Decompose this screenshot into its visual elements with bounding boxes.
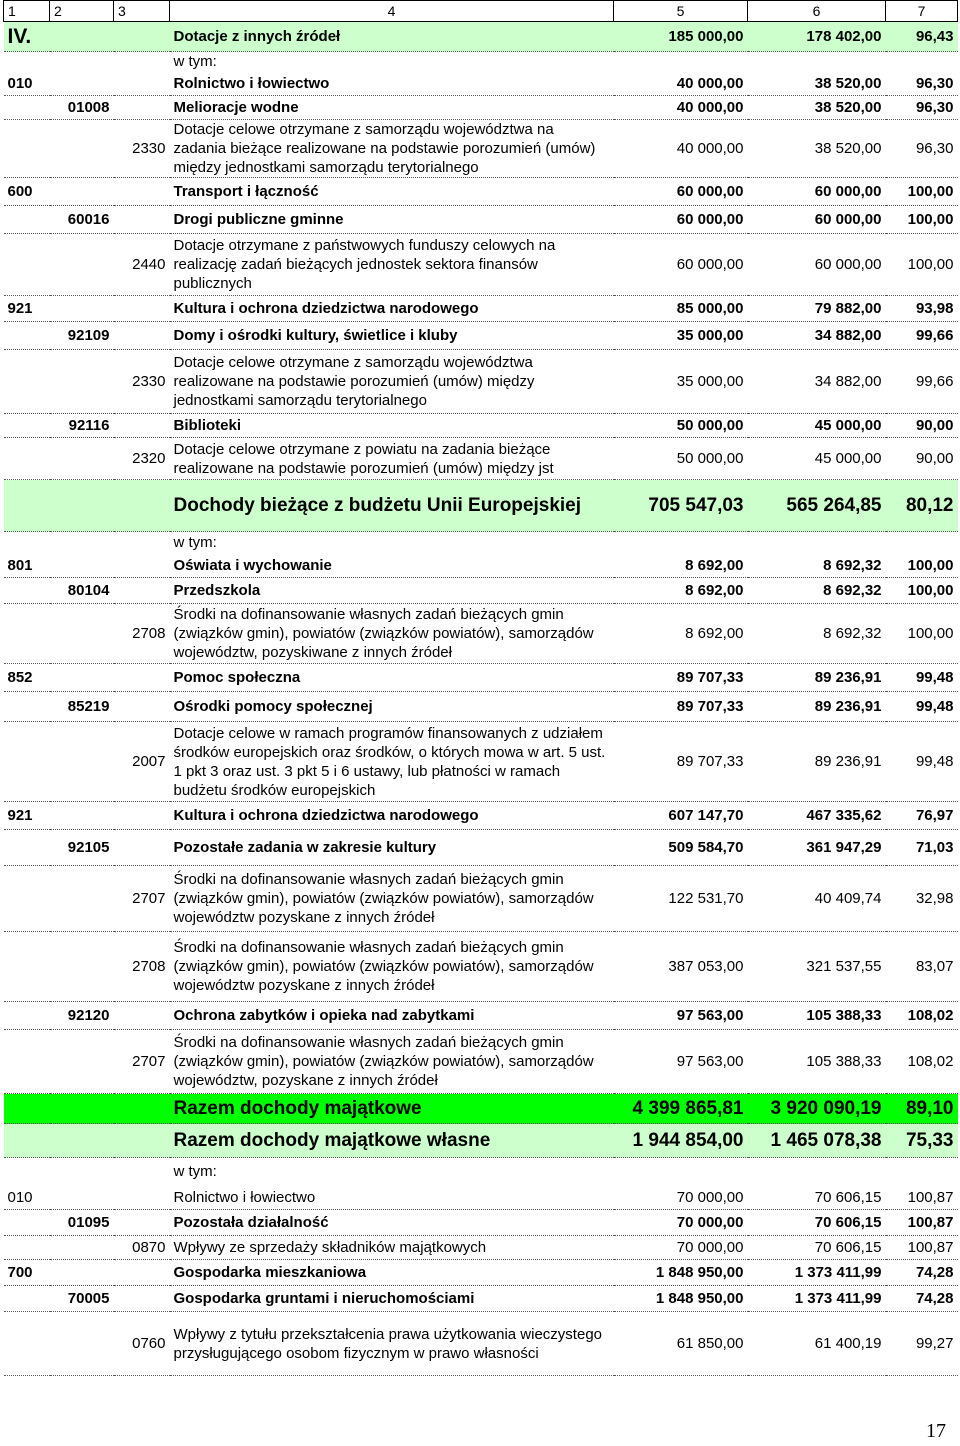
rozdzial-cell: 85219 [50,692,114,722]
percent-cell: 75,33 [886,1124,958,1158]
paragraf-cell [114,206,170,234]
dzial-cell [4,604,50,664]
executed-value-cell: 565 264,85 [748,480,886,532]
dzial-cell [4,52,50,72]
executed-value-cell: 60 000,00 [748,234,886,296]
percent-cell: 74,28 [886,1286,958,1312]
executed-value-cell: 89 236,91 [748,692,886,722]
rozdzial-cell [50,296,114,322]
plan-value-cell: 1 848 950,00 [614,1286,748,1312]
dzial-cell [4,866,50,932]
header-cell-3: 3 [114,1,170,22]
percent-cell: 100,87 [886,1186,958,1210]
executed-value-cell: 38 520,00 [748,96,886,120]
paragraf-cell [114,1210,170,1236]
executed-value-cell: 361 947,29 [748,830,886,866]
header-cell-1: 1 [4,1,50,22]
executed-value-cell: 79 882,00 [748,296,886,322]
table-row [4,322,958,350]
rozdzial-cell [50,178,114,206]
description-cell: Rolnictwo i łowiectwo [170,72,614,96]
plan-value-cell: 97 563,00 [614,1002,748,1030]
table-row [4,178,958,206]
description-cell: Oświata i wychowanie [170,554,614,578]
rozdzial-cell [50,52,114,72]
table-row [4,22,958,52]
header-row [4,1,958,22]
paragraf-cell: 2330 [114,120,170,178]
rozdzial-cell [50,1236,114,1260]
dzial-cell [4,1286,50,1312]
paragraf-cell [114,664,170,692]
percent-cell: 100,00 [886,178,958,206]
rozdzial-cell [50,1094,114,1124]
plan-value-cell: 40 000,00 [614,120,748,178]
dzial-cell: IV. [4,22,50,52]
executed-value-cell: 70 606,15 [748,1236,886,1260]
percent-cell: 76,97 [886,802,958,830]
header-cell-5: 5 [614,1,748,22]
table-row [4,72,958,96]
table-row [4,96,958,120]
table-row [4,692,958,722]
table-row [4,830,958,866]
executed-value-cell: 8 692,32 [748,604,886,664]
description-cell: Środki na dofinansowanie własnych zadań bieżących gmin (związków gmin), powiatów (związków powiatów), samorządów województw, pozyskane z innych źródeł [170,1030,614,1094]
description-cell: w tym: [173,1163,217,1181]
dzial-cell [4,350,50,414]
percent-cell: 99,48 [886,664,958,692]
percent-cell: 99,48 [886,692,958,722]
executed-value-cell: 60 000,00 [748,178,886,206]
rozdzial-cell: 92116 [50,414,114,438]
paragraf-cell [114,1260,170,1286]
rozdzial-cell [50,802,114,830]
executed-value-cell: 105 388,33 [748,1030,886,1094]
description-cell: Środki na dofinansowanie własnych zadań bieżących gmin (związków gmin), powiatów (związków powiatów), samorządów województw pozyskane z innych źródeł [170,932,614,1002]
percent-cell: 108,02 [886,1030,958,1094]
percent-cell: 89,10 [886,1094,958,1124]
rozdzial-cell [50,72,114,96]
page-number: 17 [926,1420,946,1442]
executed-value-cell [748,52,886,72]
table-row [4,1312,958,1376]
dzial-cell [4,932,50,1002]
percent-cell: 93,98 [886,296,958,322]
plan-value-cell: 705 547,03 [614,480,748,532]
table-row [4,604,958,664]
table-row [4,866,958,932]
paragraf-cell: 2708 [114,604,170,664]
header-cell-4: 4 [170,1,614,22]
executed-value-cell: 89 236,91 [748,722,886,802]
rozdzial-cell [50,722,114,802]
plan-value-cell: 60 000,00 [614,178,748,206]
description-cell: Pozostała działalność [170,1210,614,1236]
percent-cell: 83,07 [886,932,958,1002]
dzial-cell [4,1030,50,1094]
plan-value-cell: 1 848 950,00 [614,1260,748,1286]
rozdzial-cell [50,1158,114,1186]
description-cell: Razem dochody majątkowe własne [170,1124,614,1158]
paragraf-cell [114,532,170,554]
paragraf-cell: 2707 [114,866,170,932]
table-row [4,1210,958,1236]
rozdzial-cell [50,1186,114,1210]
percent-cell: 96,43 [886,22,958,52]
executed-value-cell: 8 692,32 [748,578,886,604]
executed-value-cell: 45 000,00 [748,414,886,438]
executed-value-cell: 38 520,00 [748,72,886,96]
table-row [4,1186,958,1210]
plan-value-cell: 89 707,33 [614,722,748,802]
description-cell: Dotacje z innych źródeł [170,22,614,52]
table-row [4,480,958,532]
dzial-cell [4,830,50,866]
executed-value-cell: 34 882,00 [748,350,886,414]
table-row [4,1124,958,1158]
rozdzial-cell [50,866,114,932]
paragraf-cell [114,322,170,350]
rozdzial-cell [50,120,114,178]
plan-value-cell: 60 000,00 [614,234,748,296]
dzial-cell [4,206,50,234]
paragraf-cell [114,22,170,52]
executed-value-cell: 1 373 411,99 [748,1260,886,1286]
rozdzial-cell [50,532,114,554]
description-cell: Dotacje celowe otrzymane z powiatu na zadania bieżące realizowane na podstawie porozumień (umów) między jst [170,438,614,480]
plan-value-cell: 89 707,33 [614,692,748,722]
paragraf-cell [114,96,170,120]
dzial-cell: 801 [4,554,50,578]
paragraf-cell: 2707 [114,1030,170,1094]
table-row [4,664,958,692]
plan-value-cell: 70 000,00 [614,1186,748,1210]
rozdzial-cell [50,1030,114,1094]
dzial-cell [4,120,50,178]
executed-value-cell: 467 335,62 [748,802,886,830]
plan-value-cell: 70 000,00 [614,1236,748,1260]
dzial-cell: 921 [4,802,50,830]
dzial-cell [4,438,50,480]
executed-value-cell: 1 465 078,38 [748,1124,886,1158]
description-cell: Melioracje wodne [170,96,614,120]
executed-value-cell: 1 373 411,99 [748,1286,886,1312]
percent-cell: 100,00 [886,554,958,578]
rozdzial-cell [50,234,114,296]
table-row [4,206,958,234]
paragraf-cell [114,480,170,532]
percent-cell: 100,00 [886,234,958,296]
dzial-cell [4,96,50,120]
description-cell: Środki na dofinansowanie własnych zadań bieżących gmin (związków gmin), powiatów (związków powiatów), samorządów województw pozyskane z innych źródeł [170,866,614,932]
description-cell: Dotacje celowe otrzymane z samorządu województwa realizowane na podstawie porozumień (umów) między jednostkami samorządu terytorialnego [170,350,614,414]
table-row [4,554,958,578]
table-row [4,722,958,802]
paragraf-cell [114,1286,170,1312]
dzial-cell [4,1236,50,1260]
percent-cell: 96,30 [886,72,958,96]
description-cell: Biblioteki [170,414,614,438]
paragraf-cell [114,554,170,578]
rozdzial-cell: 60016 [50,206,114,234]
rozdzial-cell [50,664,114,692]
description-cell: Kultura i ochrona dziedzictwa narodowego [170,802,614,830]
paragraf-cell [114,1002,170,1030]
description-cell: Środki na dofinansowanie własnych zadań bieżących gmin (związków gmin), powiatów (związków powiatów), samorządów województw, pozyskiwane z innych źródeł [170,604,614,664]
dzial-cell: 010 [4,1186,50,1210]
dzial-cell [4,1124,50,1158]
rozdzial-cell: 92105 [50,830,114,866]
table-row [4,52,958,72]
paragraf-cell: 2440 [114,234,170,296]
executed-value-cell: 321 537,55 [748,932,886,1002]
dzial-cell [4,1158,50,1186]
rozdzial-cell [50,1124,114,1158]
table-row [4,414,958,438]
dzial-cell [4,532,50,554]
paragraf-cell [114,1124,170,1158]
paragraf-cell: 0760 [114,1312,170,1376]
percent-cell: 100,00 [886,578,958,604]
executed-value-cell: 8 692,32 [748,554,886,578]
table-row [4,1030,958,1094]
percent-cell: 90,00 [886,438,958,480]
executed-value-cell: 3 920 090,19 [748,1094,886,1124]
paragraf-cell: 2320 [114,438,170,480]
rozdzial-cell: 01008 [50,96,114,120]
executed-value-cell: 178 402,00 [748,22,886,52]
description-cell: Razem dochody majątkowe [170,1094,614,1124]
table-row [4,1094,958,1124]
plan-value-cell [614,532,748,554]
executed-value-cell: 38 520,00 [748,120,886,178]
paragraf-cell: 2330 [114,350,170,414]
rozdzial-cell [50,22,114,52]
percent-cell [886,532,958,554]
percent-cell: 100,00 [886,604,958,664]
plan-value-cell: 509 584,70 [614,830,748,866]
plan-value-cell: 35 000,00 [614,322,748,350]
dzial-cell [4,578,50,604]
rozdzial-cell: 70005 [50,1286,114,1312]
table-row [4,932,958,1002]
executed-value-cell: 34 882,00 [748,322,886,350]
table-row [4,438,958,480]
description-cell: Gospodarka mieszkaniowa [170,1260,614,1286]
plan-value-cell: 50 000,00 [614,438,748,480]
rozdzial-cell: 01095 [50,1210,114,1236]
table-row [4,120,958,178]
table-row [4,802,958,830]
plan-value-cell: 40 000,00 [614,72,748,96]
table-row [4,296,958,322]
table-row [4,1002,958,1030]
dzial-cell [4,414,50,438]
plan-value-cell: 1 944 854,00 [614,1124,748,1158]
header-cell-6: 6 [748,1,886,22]
executed-value-cell: 45 000,00 [748,438,886,480]
executed-value-cell: 105 388,33 [748,1002,886,1030]
rozdzial-cell [50,1260,114,1286]
description-cell: Dotacje celowe w ramach programów finansowanych z udziałem środków europejskich oraz środków, o których mowa w art. 5 ust. 1 pkt 3 oraz ust. 3 pkt 5 i 6 ustawy, lub płatności w ramach budżetu środków europejskich [170,722,614,802]
executed-value-cell: 89 236,91 [748,664,886,692]
paragraf-cell: 0870 [114,1236,170,1260]
table-row [4,234,958,296]
description-cell: Dotacje otrzymane z państwowych funduszy celowych na realizację zadań bieżących jednostek sektora finansów publicznych [170,234,614,296]
description-cell: Przedszkola [170,578,614,604]
percent-cell [886,1158,958,1186]
rozdzial-cell: 92109 [50,322,114,350]
dzial-cell: 600 [4,178,50,206]
plan-value-cell [614,52,748,72]
percent-cell: 99,48 [886,722,958,802]
dzial-cell: 852 [4,664,50,692]
executed-value-cell: 61 400,19 [748,1312,886,1376]
paragraf-cell [114,178,170,206]
percent-cell: 99,66 [886,322,958,350]
rozdzial-cell: 92120 [50,1002,114,1030]
executed-value-cell: 70 606,15 [748,1186,886,1210]
dzial-cell [4,1094,50,1124]
rozdzial-cell [50,554,114,578]
paragraf-cell [114,1094,170,1124]
rozdzial-cell: 80104 [50,578,114,604]
budget-table [3,0,958,1376]
percent-cell: 96,30 [886,120,958,178]
percent-cell: 99,66 [886,350,958,414]
executed-value-cell: 70 606,15 [748,1210,886,1236]
dzial-cell [4,1312,50,1376]
description-cell: Rolnictwo i łowiectwo [170,1186,614,1210]
dzial-cell [4,692,50,722]
percent-cell: 99,27 [886,1312,958,1376]
percent-cell: 108,02 [886,1002,958,1030]
table-row [4,1260,958,1286]
rozdzial-cell [50,1312,114,1376]
description-cell: Drogi publiczne gminne [170,206,614,234]
plan-value-cell: 70 000,00 [614,1210,748,1236]
plan-value-cell: 185 000,00 [614,22,748,52]
executed-value-cell [748,1158,886,1186]
description-cell: Pomoc społeczna [170,664,614,692]
plan-value-cell: 60 000,00 [614,206,748,234]
dzial-cell [4,322,50,350]
dzial-cell [4,234,50,296]
plan-value-cell: 607 147,70 [614,802,748,830]
paragraf-cell [114,830,170,866]
rozdzial-cell [50,932,114,1002]
percent-cell: 80,12 [886,480,958,532]
table-row [4,350,958,414]
paragraf-cell [114,578,170,604]
table-row [4,1236,958,1260]
executed-value-cell: 60 000,00 [748,206,886,234]
plan-value-cell: 8 692,00 [614,604,748,664]
paragraf-cell [114,1158,170,1186]
dzial-cell: 010 [4,72,50,96]
description-cell: Transport i łączność [170,178,614,206]
plan-value-cell: 35 000,00 [614,350,748,414]
percent-cell: 100,87 [886,1210,958,1236]
description-cell: Domy i ośrodki kultury, świetlice i kluby [170,322,614,350]
table-row [4,532,958,554]
plan-value-cell [614,1158,748,1186]
executed-value-cell [748,532,886,554]
paragraf-cell [114,1186,170,1210]
rozdzial-cell [50,480,114,532]
table-row [4,578,958,604]
paragraf-cell [114,692,170,722]
plan-value-cell: 85 000,00 [614,296,748,322]
percent-cell: 71,03 [886,830,958,866]
header-cell-2: 2 [50,1,114,22]
plan-value-cell: 4 399 865,81 [614,1094,748,1124]
paragraf-cell: 2708 [114,932,170,1002]
plan-value-cell: 8 692,00 [614,578,748,604]
plan-value-cell: 40 000,00 [614,96,748,120]
dzial-cell: 921 [4,296,50,322]
percent-cell: 90,00 [886,414,958,438]
plan-value-cell: 387 053,00 [614,932,748,1002]
percent-cell: 100,87 [886,1236,958,1260]
plan-value-cell: 97 563,00 [614,1030,748,1094]
paragraf-cell: 2007 [114,722,170,802]
dzial-cell: 700 [4,1260,50,1286]
percent-cell: 32,98 [886,866,958,932]
rozdzial-cell [50,438,114,480]
header-cell-7: 7 [886,1,958,22]
plan-value-cell: 122 531,70 [614,866,748,932]
plan-value-cell: 50 000,00 [614,414,748,438]
paragraf-cell [114,72,170,96]
dzial-cell [4,1002,50,1030]
rozdzial-cell [50,350,114,414]
paragraf-cell [114,414,170,438]
dzial-cell [4,1210,50,1236]
description-cell: Pozostałe zadania w zakresie kultury [170,830,614,866]
table-row [4,1286,958,1312]
percent-cell: 96,30 [886,96,958,120]
plan-value-cell: 8 692,00 [614,554,748,578]
description-cell: Wpływy z tytułu przekształcenia prawa użytkowania wieczystego przysługującego osobom fizycznym w prawo własności [170,1312,614,1376]
paragraf-cell [114,802,170,830]
description-cell: Dotacje celowe otrzymane z samorządu województwa na zadania bieżące realizowane na podstawie porozumień (umów) między jednostkami samorządu terytorialnego [170,120,614,178]
paragraf-cell [114,296,170,322]
description-cell: w tym: [173,534,217,552]
percent-cell: 74,28 [886,1260,958,1286]
rozdzial-cell [50,604,114,664]
plan-value-cell: 61 850,00 [614,1312,748,1376]
executed-value-cell: 40 409,74 [748,866,886,932]
paragraf-cell [114,52,170,72]
percent-cell: 100,00 [886,206,958,234]
description-cell: Kultura i ochrona dziedzictwa narodowego [170,296,614,322]
dzial-cell [4,722,50,802]
percent-cell [886,52,958,72]
plan-value-cell: 89 707,33 [614,664,748,692]
description-cell: Ośrodki pomocy społecznej [170,692,614,722]
description-cell: Wpływy ze sprzedaży składników majątkowych [170,1236,614,1260]
table-row [4,1158,958,1186]
description-cell: Gospodarka gruntami i nieruchomościami [170,1286,614,1312]
description-cell: w tym: [173,53,217,71]
description-cell: Dochody bieżące z budżetu Unii Europejskiej [170,480,614,532]
dzial-cell [4,480,50,532]
description-cell: Ochrona zabytków i opieka nad zabytkami [170,1002,614,1030]
